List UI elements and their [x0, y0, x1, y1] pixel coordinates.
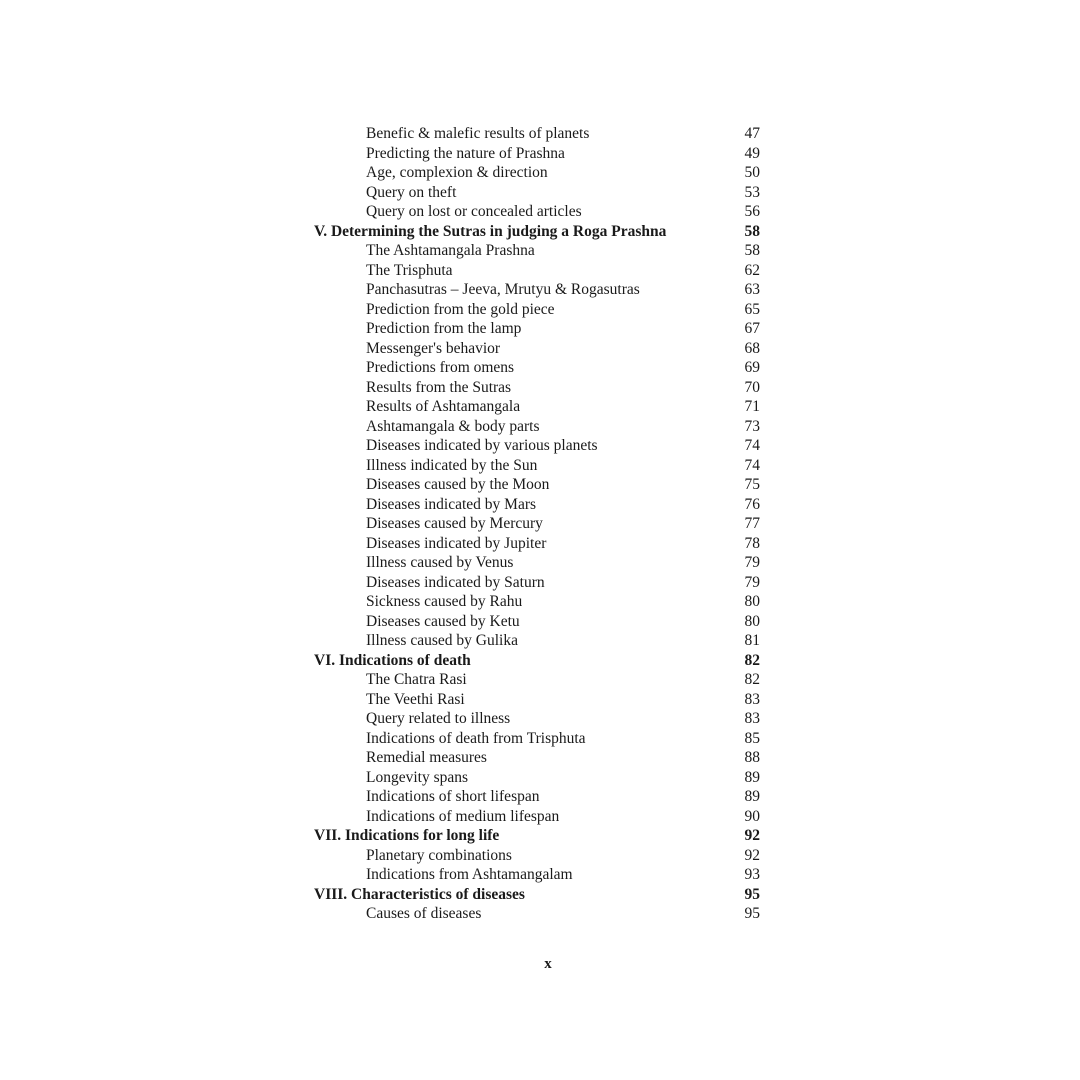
toc-section-entry: [0, 865, 1080, 885]
toc-entry-page-number: 74: [744, 456, 760, 474]
toc-section-entry: [0, 631, 1080, 651]
toc-entry-title: The Chatra Rasi: [366, 671, 467, 688]
toc-entry-page-number: 75: [744, 476, 760, 493]
toc-section-entry: [0, 280, 1080, 300]
toc-section-entry: [0, 553, 1080, 573]
toc-entry-title: VI. Indications of death: [314, 651, 471, 669]
toc-entry-title: Messenger's behavior: [366, 339, 501, 357]
toc-section-entry: [0, 592, 1080, 612]
toc-entry-title: Diseases caused by Mercury: [366, 515, 543, 532]
toc-section-entry: [0, 397, 1080, 417]
toc-section-entry: [0, 729, 1080, 749]
toc-entry-page-number: 95: [744, 905, 760, 922]
toc-entry-page-number: 95: [744, 885, 760, 903]
toc-entry-page-number: 80: [744, 593, 760, 610]
toc-entry-page-number: 74: [744, 437, 760, 454]
toc-section-entry: [0, 124, 1080, 144]
toc-entry-title: Benefic & malefic results of planets: [366, 125, 590, 142]
toc-entry-page-number: 90: [744, 807, 760, 825]
toc-entry-title: Indications of medium lifespan: [366, 807, 560, 825]
toc-section-entry: [0, 456, 1080, 476]
toc-entry-page-number: 62: [744, 261, 760, 279]
toc-section-entry: [0, 670, 1080, 690]
toc-entry-page-number: 78: [744, 534, 760, 552]
toc-entry-title: Diseases indicated by Saturn: [366, 573, 545, 591]
toc-chapter-entry: [0, 651, 1080, 671]
toc-entry-title: Predicting the nature of Prashna: [366, 144, 565, 162]
toc-entry-title: Prediction from the gold piece: [366, 300, 555, 318]
toc-entry-page-number: 69: [744, 359, 760, 376]
toc-section-entry: [0, 768, 1080, 788]
toc-entry-page-number: 82: [744, 651, 760, 669]
toc-entry-title: The Ashtamangala Prashna: [366, 242, 535, 259]
toc-section-entry: [0, 709, 1080, 729]
toc-entry-title: Predictions from omens: [366, 359, 515, 376]
toc-entry-title: Age, complexion & direction: [366, 164, 548, 181]
toc-entry-title: V. Determining the Sutras in judging a Roga Prashna: [314, 222, 667, 240]
toc-section-entry: [0, 514, 1080, 534]
toc-section-entry: [0, 807, 1080, 827]
toc-entry-page-number: 56: [744, 203, 760, 220]
toc-section-entry: [0, 787, 1080, 807]
toc-entry-title: Diseases indicated by Mars: [366, 495, 537, 513]
toc-section-entry: [0, 241, 1080, 261]
toc-entry-page-number: 65: [744, 300, 760, 318]
page-number-folio: x: [544, 956, 552, 972]
toc-section-entry: [0, 202, 1080, 222]
toc-entry-title: Causes of diseases: [366, 905, 482, 922]
toc-section-entry: [0, 339, 1080, 359]
toc-entry-page-number: 70: [744, 378, 760, 396]
toc-entry-title: Ashtamangala & body parts: [366, 417, 540, 435]
toc-entry-title: Indications of short lifespan: [366, 788, 540, 805]
toc-entry-page-number: 83: [744, 690, 760, 708]
toc-entry-page-number: 83: [744, 710, 760, 727]
toc-entry-page-number: 92: [744, 827, 760, 844]
toc-section-entry: [0, 300, 1080, 320]
toc-entry-page-number: 47: [744, 125, 760, 142]
toc-section-entry: [0, 690, 1080, 710]
toc-entry-title: Indications of death from Trisphuta: [366, 729, 586, 747]
toc-entry-title: Panchasutras – Jeeva, Mrutyu & Rogasutras: [366, 281, 640, 298]
toc-entry-page-number: 85: [744, 729, 760, 747]
toc-entry-page-number: 88: [744, 749, 760, 766]
toc-section-entry: [0, 495, 1080, 515]
toc-section-entry: [0, 261, 1080, 281]
toc-entry-page-number: 93: [744, 866, 760, 883]
toc-entry-page-number: 71: [744, 398, 760, 415]
toc-entry-title: Planetary combinations: [366, 846, 512, 864]
toc-section-entry: [0, 378, 1080, 398]
toc-entry-title: Remedial measures: [366, 749, 487, 766]
toc-section-entry: [0, 534, 1080, 554]
table-of-contents: [0, 124, 1080, 924]
toc-section-entry: [0, 573, 1080, 593]
toc-entry-title: Illness caused by Gulika: [366, 632, 518, 649]
toc-entry-title: Longevity spans: [366, 768, 469, 786]
toc-entry-title: Prediction from the lamp: [366, 320, 522, 337]
toc-section-entry: [0, 475, 1080, 495]
toc-entry-page-number: 68: [744, 339, 760, 357]
toc-entry-page-number: 53: [744, 183, 760, 201]
toc-entry-title: VIII. Characteristics of diseases: [314, 885, 525, 903]
toc-entry-title: Sickness caused by Rahu: [366, 593, 523, 610]
toc-entry-title: Indications from Ashtamangalam: [366, 866, 573, 883]
toc-entry-title: Diseases indicated by Jupiter: [366, 534, 547, 552]
toc-entry-page-number: 67: [744, 320, 760, 337]
toc-entry-title: VII. Indications for long life: [314, 827, 500, 844]
toc-entry-title: Query on lost or concealed articles: [366, 203, 582, 220]
toc-entry-title: Query related to illness: [366, 710, 511, 727]
toc-entry-page-number: 89: [744, 788, 760, 805]
toc-entry-title: Diseases caused by Ketu: [366, 612, 520, 630]
toc-section-entry: [0, 319, 1080, 339]
toc-section-entry: [0, 163, 1080, 183]
toc-entry-page-number: 89: [744, 768, 760, 786]
toc-section-entry: [0, 183, 1080, 203]
toc-chapter-entry: [0, 222, 1080, 242]
toc-section-entry: [0, 612, 1080, 632]
toc-entry-page-number: 79: [744, 554, 760, 571]
toc-entry-page-number: 82: [744, 671, 760, 688]
toc-entry-page-number: 77: [744, 515, 760, 532]
toc-entry-title: The Trisphuta: [366, 261, 453, 279]
toc-section-entry: [0, 904, 1080, 924]
toc-entry-page-number: 63: [744, 281, 760, 298]
toc-chapter-entry: [0, 885, 1080, 905]
toc-entry-page-number: 76: [744, 495, 760, 513]
toc-entry-title: Results from the Sutras: [366, 378, 512, 396]
toc-entry-title: The Veethi Rasi: [366, 690, 465, 708]
toc-entry-title: Diseases caused by the Moon: [366, 476, 550, 493]
toc-entry-page-number: 80: [744, 612, 760, 630]
toc-entry-title: Query on theft: [366, 183, 457, 201]
toc-entry-page-number: 73: [744, 417, 760, 435]
toc-section-entry: [0, 144, 1080, 164]
toc-section-entry: [0, 417, 1080, 437]
toc-entry-page-number: 92: [744, 846, 760, 864]
toc-chapter-entry: [0, 826, 1080, 846]
toc-entry-page-number: 58: [744, 242, 760, 259]
toc-entry-page-number: 81: [744, 632, 760, 649]
toc-section-entry: [0, 846, 1080, 866]
toc-entry-page-number: 79: [744, 573, 760, 591]
toc-section-entry: [0, 436, 1080, 456]
toc-entry-title: Illness caused by Venus: [366, 554, 514, 571]
toc-entry-title: Illness indicated by the Sun: [366, 456, 538, 474]
toc-entry-title: Results of Ashtamangala: [366, 398, 521, 415]
toc-entry-page-number: 49: [744, 144, 760, 162]
toc-entry-title: Diseases indicated by various planets: [366, 437, 598, 454]
toc-section-entry: [0, 748, 1080, 768]
toc-entry-page-number: 50: [744, 164, 760, 181]
toc-entry-page-number: 58: [744, 222, 760, 240]
toc-section-entry: [0, 358, 1080, 378]
